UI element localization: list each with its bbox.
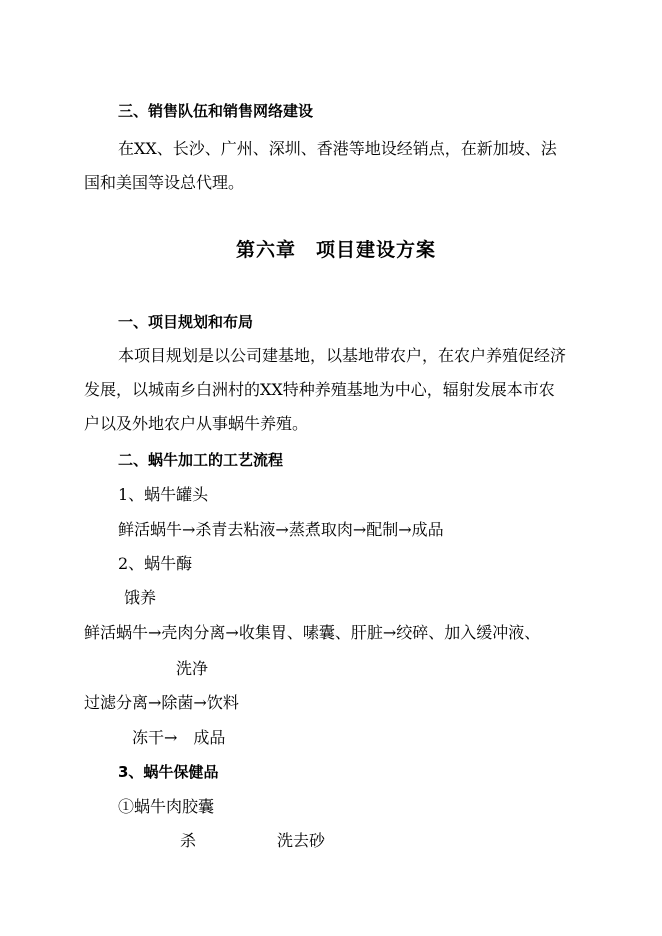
chapter-title: 第六章 项目建设方案: [236, 239, 437, 261]
item2-flow-line1: 鲜活蜗牛→壳肉分离→收集胃、嗉囊、肝脏→绞碎、加入缓冲液、: [84, 623, 541, 642]
part1-para-line1: 本项目规划是以公司建基地，以基地带农户，在农户养殖促经济: [118, 346, 567, 365]
item2-flow-line3: 冻干→ 成品: [132, 728, 226, 747]
item2-note-wash: 洗净: [176, 659, 209, 678]
part1-heading: 一、项目规划和布局: [118, 313, 254, 331]
item2-note-starve: 饿养: [124, 588, 157, 607]
section3-heading: 三、销售队伍和销售网络建设: [118, 102, 314, 120]
section3-para-line2: 国和美国等设总代理。: [84, 173, 245, 192]
item3-note-wash-sand: 洗去砂: [277, 831, 326, 850]
part1-para-line3: 户以及外地农户从事蜗牛养殖。: [84, 414, 309, 433]
item1-flow: 鲜活蜗牛→杀青去粘液→蒸煮取肉→配制→成品: [118, 520, 444, 539]
item3-sub: ①蜗牛肉胶囊: [118, 797, 215, 816]
item2-flow-line2: 过滤分离→除菌→饮料: [84, 693, 239, 712]
section3-para-line1: 在XX、长沙、广州、深圳、香港等地设经销点，在新加坡、法: [118, 139, 557, 158]
item2-title: 2、蜗牛酶: [118, 554, 193, 573]
part1-para-line2: 发展，以城南乡白洲村的XX特种养殖基地为中心，辐射发展本市农: [84, 380, 555, 399]
part2-heading: 二、蜗牛加工的工艺流程: [118, 451, 284, 469]
item3-title: 3、蜗牛保健品: [118, 763, 219, 781]
item1-title: 1、蜗牛罐头: [118, 485, 209, 504]
item3-note-kill: 杀: [180, 831, 197, 850]
